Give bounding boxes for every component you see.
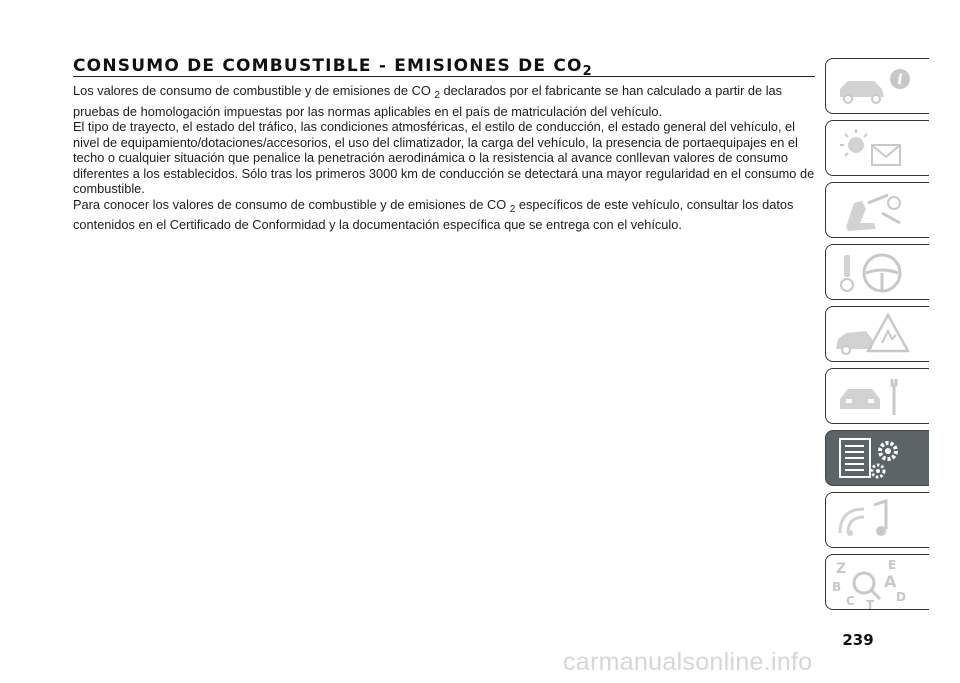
tab-maintenance[interactable] xyxy=(825,368,929,424)
paragraph-3-part-a: Para conocer los valores de consumo de combustible y de emisiones de CO xyxy=(73,196,510,212)
paragraph-3-subscript: 2 xyxy=(509,203,516,215)
index-letter-z: Z xyxy=(836,561,847,577)
key-steering-wheel-icon xyxy=(826,245,930,301)
section-title-subscript: 2 xyxy=(582,64,592,79)
index-letter-d: D xyxy=(896,590,906,604)
paragraph-1-subscript: 2 xyxy=(434,90,440,101)
car-wrench-icon xyxy=(826,369,930,425)
alphabetical-index-icon xyxy=(826,555,930,611)
warning-lights-icon xyxy=(826,121,930,177)
index-letter-c: C xyxy=(846,594,855,608)
tab-multimedia[interactable] xyxy=(825,492,929,548)
tab-starting-driving[interactable] xyxy=(825,244,929,300)
tab-emergency[interactable] xyxy=(825,306,929,362)
section-title-text: CONSUMO DE COMBUSTIBLE - EMISIONES DE CO xyxy=(73,56,583,76)
technical-data-gears-icon xyxy=(826,431,930,487)
paragraph-3 xyxy=(73,197,815,233)
paragraph-2: El tipo de trayecto, el estado del tráfico, las condiciones atmosféricas, el estilo de conducción, el estado general del vehículo, el nivel de equipamiento/dotaciones/accesorios, el uso del climatizador, la carga del vehículo, la presencia de portaequipajes en el techo o cualquier situación que penalice la penetración aerodinámica o la resistencia al avance conllevan valores de consumo diferentes a los establecidos. Sólo tras los primeros 3000 km de conducción se detectará una mayor regularidad en el consumo de combustible. xyxy=(73,119,815,196)
car-info-icon xyxy=(826,59,930,115)
paragraph-3-part-b: específicos de este vehículo, consultar los datos contenidos en el Certificado de Conformidad y la documentación específica que se entrega con el vehículo. xyxy=(73,196,794,232)
seat-airbag-icon xyxy=(826,183,930,239)
paragraph-1-part-b: declarados por el fabricante se han calculado a partir de las pruebas de homologación impuestas por las normas aplicables en el país de matriculación del vehículo. xyxy=(73,83,783,119)
index-letter-b: B xyxy=(832,580,842,594)
tab-safety[interactable] xyxy=(825,182,929,238)
watermark: carmanualsonline.info xyxy=(563,648,813,676)
section-title xyxy=(73,56,815,82)
multimedia-icon xyxy=(826,493,930,549)
svg-text:i: i xyxy=(897,72,903,88)
index-letter-t: T xyxy=(866,598,875,611)
paragraph-1 xyxy=(73,83,815,119)
body-text xyxy=(73,83,815,233)
tab-car-info[interactable] xyxy=(825,58,929,114)
index-letter-e: E xyxy=(888,558,897,572)
title-underline xyxy=(73,76,815,77)
tab-warning-lights[interactable] xyxy=(825,120,929,176)
car-accident-warning-icon xyxy=(826,307,930,363)
tab-index[interactable] xyxy=(825,554,929,610)
tab-technical-data[interactable] xyxy=(825,430,929,486)
index-letter-a: A xyxy=(884,572,897,591)
page-number: 239 xyxy=(842,631,874,649)
paragraph-1-part-a: Los valores de consumo de combustible y de emisiones de CO xyxy=(73,83,435,98)
